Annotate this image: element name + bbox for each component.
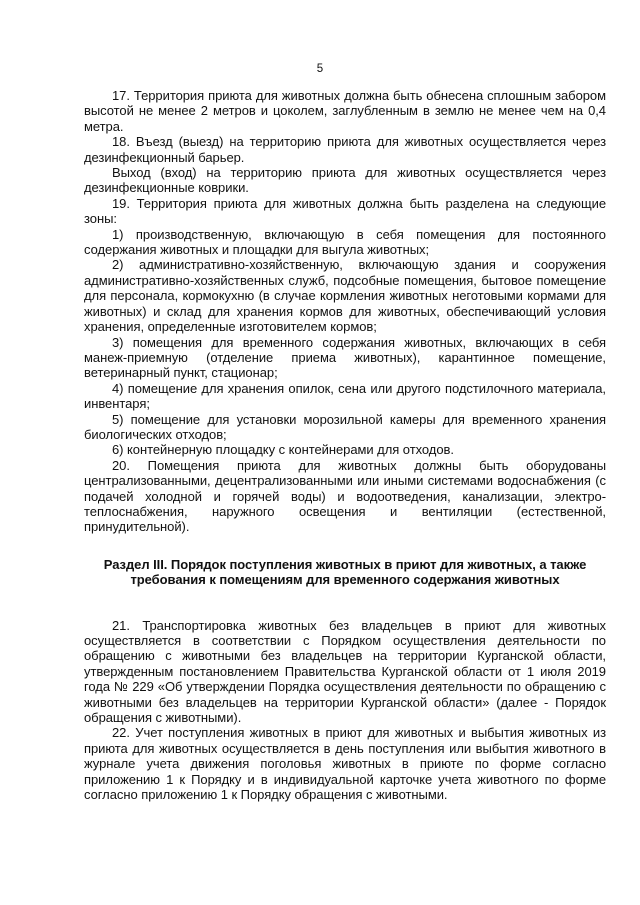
paragraph-17: 17. Территория приюта для животных должна быть обнесена сплошным забором высотой не менее 2 метров и цоколем, заглубленным в землю не менее чем на 0,4 метра. [84, 88, 606, 134]
paragraph-19: 19. Территория приюта для животных должна быть разделена на следующие зоны: [84, 195, 606, 227]
zone-item-2: 2) административно-хозяйственную, включающую здания и сооружения административно-хозяйственных служб, подсобные помещения, бытовое помещение для персонала, кормокухню (в случае кормления животных неготовыми кормами для животных) и склад для хранения кормов для животных, обеспечивающий условия хранения, определенные изготовителем кормов; [84, 257, 606, 335]
zone-item-5: 5) помещение для установки морозильной камеры для временного хранения биологических отходов; [84, 411, 606, 442]
paragraph-18: 18. Въезд (выезд) на территорию приюта для животных осуществляется через дезинфекционный барьер. [84, 134, 606, 165]
paragraph-22: 22. Учет поступления животных в приют для животных и выбытия животных из приюта для животных осуществляется в день поступления или выбытия животного в журнале учета движения поголовья животных в приюте по форме согласно приложению 1 к Порядку и в индивидуальной карточке учета животного по форме согласно приложению 1 к Порядку обращения с животными. [84, 725, 606, 803]
paragraph-18-exit: Выход (вход) на территорию приюта для животных осуществляется через дезинфекционные коврики. [84, 165, 606, 196]
zone-item-4: 4) помещение для хранения опилок, сена или другого подстилочного материала, инвентаря; [84, 380, 606, 412]
paragraph-20: 20. Помещения приюта для животных должны быть оборудованы централизованными, децентрализованными или иными системами водоснабжения (с подачей холодной и горячей воды) и водоотведения, канализации, электро-теплоснабжения, наружного освещения и вентиляции (естественной, принудительной). [84, 457, 606, 535]
zone-item-1: 1) производственную, включающую в себя помещения для постоянного содержания животных и площадки для выгула животных; [84, 226, 606, 258]
document-body [84, 88, 606, 802]
zone-item-3: 3) помещения для временного содержания животных, включающих в себя манеж-приемную (отделение приема животных), карантинное помещение, ветеринарный пункт, стационар; [84, 334, 606, 381]
zone-item-6: 6) контейнерную площадку с контейнерами для отходов. [112, 442, 454, 458]
page-number: 5 [316, 63, 324, 75]
section-heading: Раздел III. Порядок поступления животных в приют для животных, а также требования к помещениям для временного содержания животных [103, 556, 587, 588]
paragraph-21: 21. Транспортировка животных без владельцев в приют для животных осуществляется в соответствии с Порядком осуществления деятельности по обращению с животными без владельцев на территории Курганской области, утвержденным постановлением Правительства Курганской области от 1 июля 2019 года № 229 «Об утверждении Порядка осуществления деятельности по обращению с животными без владельцев на территории Курганской области» (далее - Порядок обращения с животными). [84, 617, 606, 726]
